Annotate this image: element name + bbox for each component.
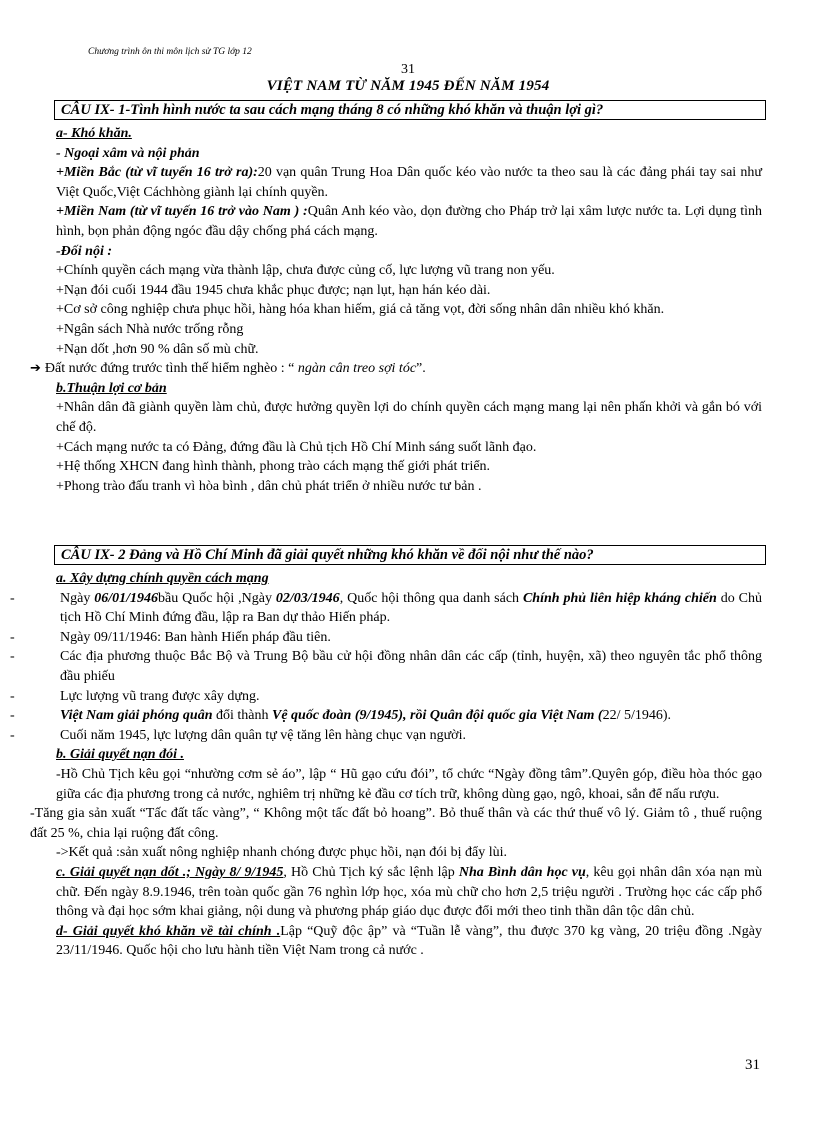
section-c-heading: c. Giải quyết nạn dốt .; Ngày 8/ 9/1945 [56,864,284,880]
conclusion-line [30,359,762,379]
finance-paragraph [56,922,762,961]
item1-government: Chính phủ liên hiệp kháng chiến [522,590,717,606]
section-a2-heading: a. Xây dựng chính quyền cách mạng [56,571,269,586]
conclusion-prefix: Đất nước đứng trước tình thế hiểm nghèo : “ [44,361,295,377]
list-item: - Lực lượng vũ trang được xây dựng. [30,687,762,707]
advantage-item: +Nhân dân đã giành quyền làm chủ, được hưởng quyền lợi do chính quyền cách mạng mang lại nên phấn khởi và gắn bó với chế độ. [56,400,762,435]
illiteracy-text2: , kêu gọi nhân dân xóa nạn mù chữ. Đến ngày 8.9.1946, trên toàn quốc gần 76 nghìn lớp học, xóa mù chữ cho hơn 2,5 triệu người . Trường học các cấp phổ thông và đại học sớm khai giảng, nội dung và phương pháp giáo dục được đổi mới theo tinh thần dân tộc dân chủ. [56,864,762,920]
item1-text2: bầu Quốc hội ,Ngày [158,590,276,606]
mien-bac-label: +Miền Bắc (từ vĩ tuyến 16 trở ra): [56,165,258,181]
internal-item: +Nạn đói cuối 1944 đầu 1945 chưa khắc phục được; nạn lụt, hạn hán kéo dài. [56,282,491,298]
illiteracy-text1: , Hồ Chủ Tịch ký sắc lệnh lập [283,864,459,880]
advantage-item: +Hệ thống XHCN đang hình thành, phong trào cách mạng thế giới phát triển. [56,459,491,475]
question-1-heading: CÂU IX- 1-Tình hình nước ta sau cách mạng tháng 8 có những khó khăn và thuận lợi gì? [54,100,766,120]
conclusion-suffix: ”. [416,361,426,377]
section-a-heading: a- Khó khăn. [56,126,132,141]
illiteracy-agency: Nha Bình dân học vụ [458,864,586,880]
item5-text: đổi thành [212,708,272,724]
famine-result: ->Kết quả :sản xuất nông nghiệp nhanh chóng được phục hồi, nạn đói bị đẩy lùi. [56,845,507,861]
question-2-heading: CÂU IX- 2 Đảng và Hồ Chí Minh đã giải quyết những khó khăn về đối nội như thế nào? [54,545,766,565]
advantage-item: +Cách mạng nước ta có Đảng, đứng đầu là Chủ tịch Hồ Chí Minh sáng suốt lãnh đạo. [56,439,537,455]
mien-nam-paragraph [56,202,762,241]
illiteracy-paragraph [56,863,762,922]
header-note: Chương trình ôn thi môn lịch sử TG lớp 12 [88,47,252,57]
item5-renamed: Vệ quốc đoàn (9/1945), rồi Quân đội quốc gia Việt Nam ( [271,708,603,724]
list-item [30,706,762,726]
section-d-heading: d- Giải quyết khó khăn về tài chính . [56,923,281,939]
list-item: - Ngày 09/11/1946: Ban hành Hiến pháp đầu tiên. [30,628,762,648]
subsection-internal: -Đối nội : [56,243,112,259]
item1-date2: 02/03/1946 [275,590,340,606]
internal-item: +Ngân sách Nhà nước trống rỗng [56,321,244,337]
subsection-invasion: - Ngoại xâm và nội phản [56,145,200,161]
page-number-bottom: 31 [745,1057,760,1073]
mien-nam-text: Quân Anh kéo vào, dọn đường cho Pháp trở lại xâm lược nước ta. Lợi dụng tình hình, bọn phản động ngóc đầu dậy chống phá cách mạng. [56,204,763,239]
question-2-body [30,569,762,961]
internal-item: +Nạn dốt ,hơn 90 % dân số mù chữ. [56,341,259,357]
arrow-right-icon: ➔ [30,361,41,377]
item5-army: Việt Nam giải phóng quân [60,708,213,724]
finance-text: Lập “Quỹ độc ập” và “Tuần lễ vàng”, thu được 370 kg vàng, 20 triệu đồng .Ngày 23/11/1946. Quốc hội cho lưu hành tiền Việt Nam trong cả nước . [56,923,762,959]
page-number-top: 31 [401,62,415,77]
question-1-body [30,124,763,496]
mien-bac-text: 20 vạn quân Trung Hoa Dân quốc kéo vào nước ta theo sau là các đảng phái tay sai như Việt Quốc,Việt Cáchhòng giành lại chính quyền. [56,165,762,200]
section-b2-heading: b. Giải quyết nạn đói . [56,747,184,763]
famine-paragraph-1: -Hồ Chủ Tịch kêu gọi “nhường cơm sẻ áo”, lập “ Hũ gạo cứu đói”, tổ chức “Ngày đồng tâm”.Quyên góp, điều hòa thóc gạo giữa các địa phương trong cả nước, nghiêm trị những kẻ đầu cơ tích trữ, không dùng gạo, ngô, khoai, sắn để nấu rượu. [56,766,762,802]
list-item: - Cuối năm 1945, lực lượng dân quân tự vệ tăng lên hàng chục vạn người. [30,726,762,746]
list-item: - Các địa phương thuộc Bắc Bộ và Trung Bộ bầu cử hội đồng nhân dân các cấp (tỉnh, huyện, xã) theo nguyên tắc phổ thông đầu phiếu [30,647,762,686]
internal-item: +Cơ sở công nghiệp chưa phục hồi, hàng hóa khan hiếm, giá cả tăng vọt, đời sống nhân dân nhiều khó khăn. [56,302,665,318]
item1-text: Ngày [60,590,95,606]
item1-text3: , Quốc hội thông qua danh sách [339,590,523,606]
list-item [30,589,762,628]
famine-paragraph-2: -Tăng gia sản xuất “Tấc đất tấc vàng”, “ Không một tấc đất bỏ hoang”. Bỏ thuế thân và các thứ thuế vô lý. Giảm tô , thuế ruộng đất 25 %, chia lại ruộng đất công. [30,806,762,841]
item1-date1: 06/01/1946 [94,590,159,606]
government-list [30,589,762,746]
advantage-item: +Phong trào đấu tranh vì hòa bình , dân chủ phát triển ở nhiều nước tư bản . [56,478,482,494]
item5-date: 22/ 5/1946). [602,708,672,724]
mien-bac-paragraph [56,163,762,202]
mien-nam-label: +Miền Nam (từ vĩ tuyến 16 trở vào Nam ) : [56,204,308,220]
item1-text4: do Chủ tịch Hồ Chí Minh đứng đầu, lập ra Ban dự thảo Hiến pháp. [60,590,762,626]
conclusion-quote: ngàn cân treo sợi tóc [294,361,417,377]
section-b-heading: b.Thuận lợi cơ bản [56,380,167,396]
internal-item: +Chính quyền cách mạng vừa thành lập, chưa được củng cố, lực lượng vũ trang non yếu. [56,263,555,279]
page-title: VIỆT NAM TỪ NĂM 1945 ĐẾN NĂM 1954 [266,78,550,94]
